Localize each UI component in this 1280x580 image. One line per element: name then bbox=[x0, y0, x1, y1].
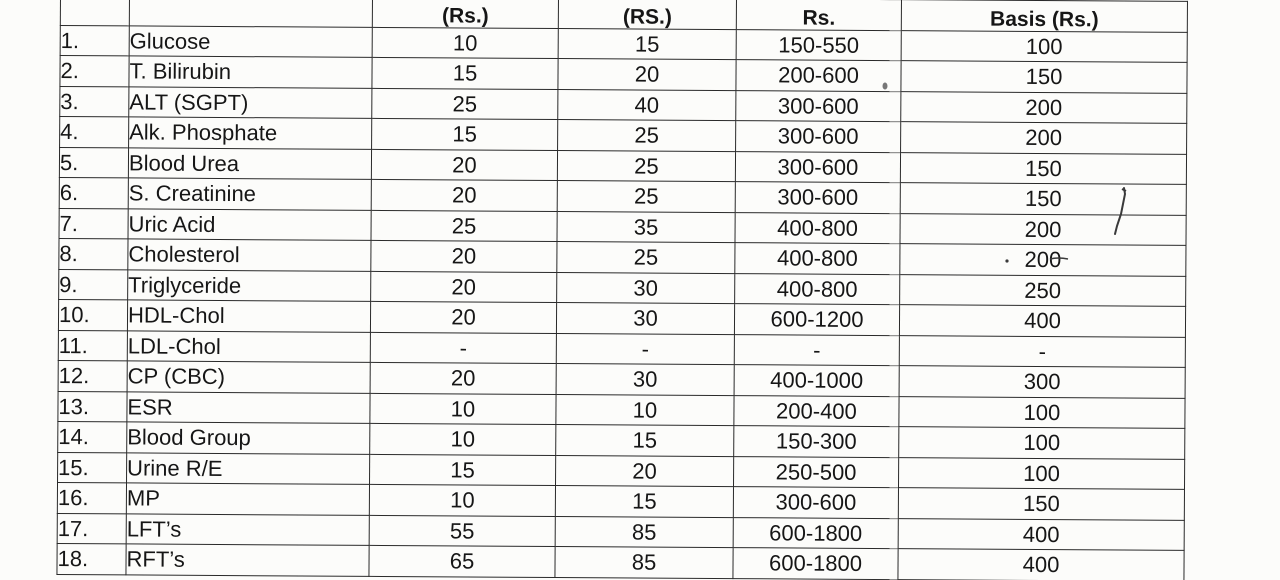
cell-rate-a: 25 bbox=[372, 88, 558, 120]
cell-rate-a: 20 bbox=[371, 271, 557, 303]
cell-serial-number: 9. bbox=[59, 269, 128, 300]
cell-serial-number: 10. bbox=[58, 299, 127, 330]
cell-serial-number: 17. bbox=[57, 513, 126, 544]
cell-rate-a: 10 bbox=[370, 423, 556, 455]
cell-basis: - bbox=[899, 335, 1185, 367]
cell-rate-b: 40 bbox=[558, 89, 736, 121]
cell-rate-b: 10 bbox=[556, 394, 734, 426]
cell-rate-c: 300-600 bbox=[735, 151, 900, 183]
header-basis: Basis (Rs.) bbox=[901, 0, 1187, 32]
cell-basis: 150 bbox=[898, 488, 1184, 520]
cell-serial-number: 2. bbox=[60, 56, 129, 87]
cell-rate-c: 200-400 bbox=[734, 395, 899, 427]
cell-rate-c: 600-1800 bbox=[733, 517, 898, 549]
cell-rate-a: 10 bbox=[372, 27, 558, 59]
cell-basis: 100 bbox=[899, 457, 1185, 489]
cell-rate-c: 400-1000 bbox=[734, 365, 899, 397]
cell-rate-b: 25 bbox=[557, 150, 735, 182]
cell-serial-number: 12. bbox=[58, 360, 127, 391]
cell-test-name: Blood Group bbox=[127, 422, 370, 454]
header-rate-b: (RS.) bbox=[558, 0, 736, 29]
cell-test-name: LFT’s bbox=[126, 513, 369, 545]
cell-test-name: MP bbox=[126, 483, 369, 515]
cell-rate-b: 15 bbox=[555, 486, 733, 518]
cell-rate-a: 25 bbox=[371, 210, 557, 242]
cell-basis: 400 bbox=[898, 549, 1184, 580]
cell-test-name: RFT’s bbox=[126, 544, 369, 576]
cell-basis: 400 bbox=[898, 518, 1184, 550]
cell-rate-b: 15 bbox=[556, 425, 734, 457]
cell-test-name: T. Bilirubin bbox=[129, 56, 372, 88]
cell-serial-number: 16. bbox=[57, 482, 126, 513]
cell-rate-b: 30 bbox=[556, 303, 734, 335]
cell-serial-number: 7. bbox=[59, 208, 128, 239]
cell-test-name: Triglyceride bbox=[128, 269, 371, 301]
cell-serial-number: 3. bbox=[60, 86, 129, 117]
cell-basis: 400 bbox=[899, 305, 1185, 337]
cell-serial-number: 8. bbox=[59, 238, 128, 269]
cell-test-name: ALT (SGPT) bbox=[129, 86, 372, 118]
cell-rate-b: 20 bbox=[556, 455, 734, 487]
cell-test-name: Cholesterol bbox=[128, 239, 371, 271]
cell-rate-c: 300-600 bbox=[733, 487, 898, 519]
cell-rate-b: 25 bbox=[557, 181, 735, 213]
cell-rate-a: 55 bbox=[369, 515, 555, 547]
cell-rate-a: 20 bbox=[371, 240, 557, 272]
cell-rate-c: - bbox=[734, 334, 899, 366]
cell-test-name: Urine R/E bbox=[127, 452, 370, 484]
cell-rate-b: 35 bbox=[557, 211, 735, 243]
cell-serial-number: 15. bbox=[58, 452, 127, 483]
header-rate-a: (Rs.) bbox=[372, 0, 558, 28]
cell-rate-c: 250-500 bbox=[734, 456, 899, 488]
header-test-name bbox=[129, 0, 372, 27]
cell-basis: 200 bbox=[900, 213, 1186, 245]
cell-rate-a: 10 bbox=[369, 484, 555, 516]
cell-rate-b: - bbox=[556, 333, 734, 365]
cell-rate-b: 25 bbox=[557, 242, 735, 274]
cell-basis: 200 bbox=[901, 91, 1187, 123]
cell-serial-number: 11. bbox=[58, 330, 127, 361]
cell-test-name: HDL-Chol bbox=[127, 300, 370, 332]
cell-test-name: LDL-Chol bbox=[127, 330, 370, 362]
cell-rate-a: 20 bbox=[371, 179, 557, 211]
cell-rate-a: 15 bbox=[372, 57, 558, 89]
cell-test-name: Uric Acid bbox=[128, 208, 371, 240]
cell-rate-b: 85 bbox=[555, 547, 733, 579]
cell-basis: 100 bbox=[901, 30, 1187, 62]
cell-rate-c: 300-600 bbox=[736, 121, 901, 153]
cell-serial-number: 1. bbox=[60, 25, 129, 56]
cell-rate-c: 600-1800 bbox=[733, 548, 898, 580]
cell-rate-c: 200-600 bbox=[736, 60, 901, 92]
cell-serial-number: 4. bbox=[60, 117, 129, 148]
cell-test-name: S. Creatinine bbox=[128, 178, 371, 210]
header-rate-c: Rs. bbox=[736, 0, 901, 30]
cell-rate-a: 10 bbox=[370, 393, 556, 425]
test-rate-table bbox=[56, 0, 1188, 580]
cell-test-name: Alk. Phosphate bbox=[129, 117, 372, 149]
cell-basis: 100 bbox=[899, 396, 1185, 428]
cell-rate-c: 400-800 bbox=[735, 273, 900, 305]
cell-basis: 200 bbox=[901, 122, 1187, 154]
cell-rate-b: 20 bbox=[558, 59, 736, 91]
cell-rate-b: 15 bbox=[558, 28, 736, 60]
cell-basis: 100 bbox=[899, 427, 1185, 459]
table-body bbox=[57, 25, 1187, 580]
cell-serial-number: 18. bbox=[57, 543, 126, 574]
cell-rate-a: 15 bbox=[372, 118, 558, 150]
cell-basis: 300 bbox=[899, 366, 1185, 398]
cell-basis: 150 bbox=[900, 183, 1186, 215]
cell-basis: 150 bbox=[900, 152, 1186, 184]
cell-rate-c: 300-600 bbox=[736, 90, 901, 122]
cell-rate-c: 400-800 bbox=[735, 243, 900, 275]
cell-rate-c: 150-300 bbox=[734, 426, 899, 458]
cell-serial-number: 13. bbox=[58, 391, 127, 422]
cell-rate-a: 20 bbox=[370, 301, 556, 333]
cell-rate-b: 25 bbox=[558, 120, 736, 152]
test-rate-table-container bbox=[56, 0, 1188, 580]
cell-serial-number: 5. bbox=[59, 147, 128, 178]
cell-rate-a: 20 bbox=[370, 362, 556, 394]
cell-rate-a: - bbox=[370, 332, 556, 364]
cell-test-name: Blood Urea bbox=[128, 147, 371, 179]
cell-test-name: ESR bbox=[127, 391, 370, 423]
cell-rate-a: 15 bbox=[370, 454, 556, 486]
cell-basis: 200 bbox=[900, 244, 1186, 276]
cell-test-name: Glucose bbox=[129, 25, 372, 57]
cell-rate-c: 300-600 bbox=[735, 182, 900, 214]
cell-rate-b: 30 bbox=[556, 364, 734, 396]
cell-basis: 250 bbox=[900, 274, 1186, 306]
cell-rate-a: 20 bbox=[371, 149, 557, 181]
cell-rate-b: 30 bbox=[557, 272, 735, 304]
cell-test-name: CP (CBC) bbox=[127, 361, 370, 393]
cell-basis: 150 bbox=[901, 61, 1187, 93]
cell-serial-number: 14. bbox=[58, 421, 127, 452]
cell-rate-a: 65 bbox=[369, 545, 555, 577]
cell-rate-c: 600-1200 bbox=[734, 304, 899, 336]
table-row bbox=[57, 543, 1184, 580]
cell-rate-c: 150-550 bbox=[736, 29, 901, 61]
header-sno bbox=[60, 0, 129, 25]
cell-rate-c: 400-800 bbox=[735, 212, 900, 244]
cell-rate-b: 85 bbox=[555, 516, 733, 548]
cell-serial-number: 6. bbox=[59, 177, 128, 208]
